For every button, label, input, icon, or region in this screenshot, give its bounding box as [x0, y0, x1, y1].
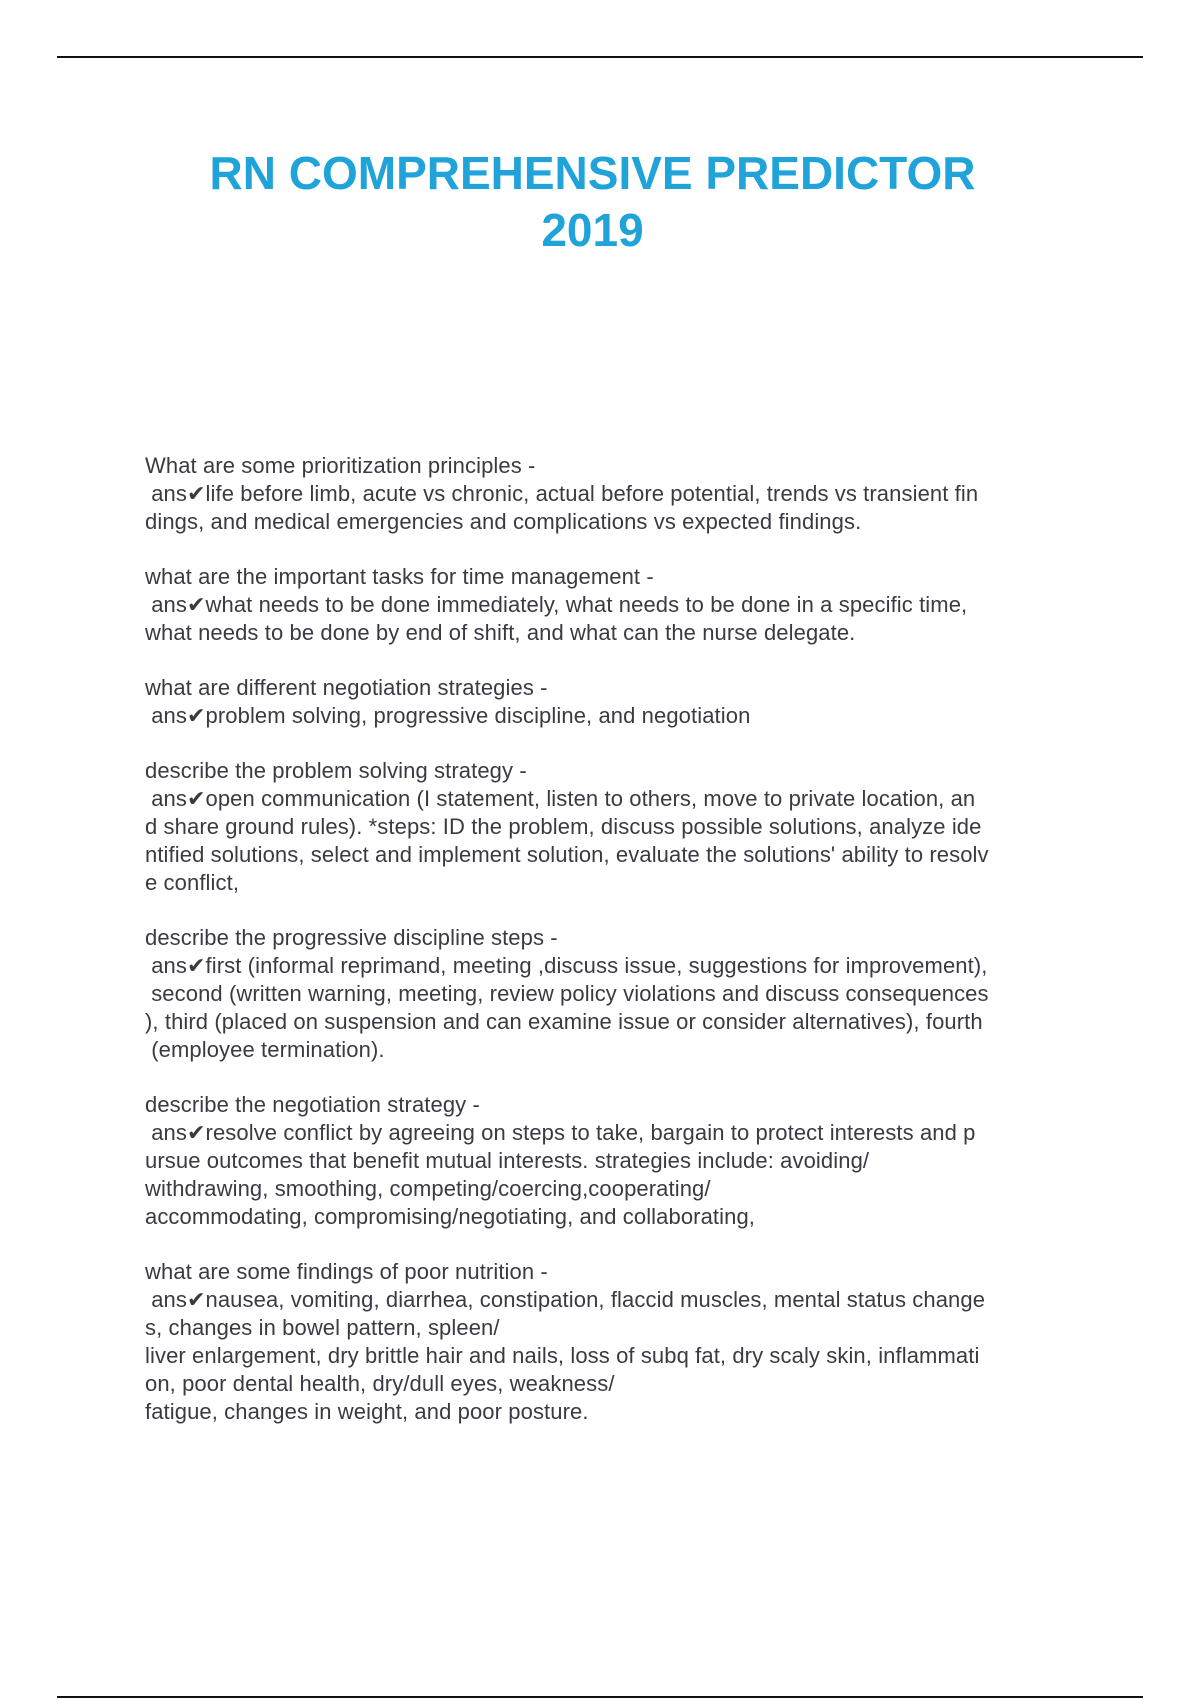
answer-line: d share ground rules). *steps: ID the problem, discuss possible solutions, analyze ide	[145, 814, 982, 839]
answer-line: s, changes in bowel pattern, spleen/	[145, 1315, 500, 1340]
answer-line: ), third (placed on suspension and can examine issue or consider alternatives), fourth	[145, 1009, 983, 1034]
qa-item	[145, 1258, 1090, 1426]
answer-text	[145, 952, 1090, 1064]
qa-item	[145, 674, 1090, 730]
answer-line: what needs to be done by end of shift, and what can the nurse delegate.	[145, 620, 856, 645]
answer-line: ans✔first (informal reprimand, meeting ,discuss issue, suggestions for improvement),	[145, 953, 988, 978]
answer-line: fatigue, changes in weight, and poor posture.	[145, 1399, 589, 1424]
answer-line: accommodating, compromising/negotiating, and collaborating,	[145, 1204, 756, 1229]
answer-line: e conflict,	[145, 870, 240, 895]
answer-line: ans✔nausea, vomiting, diarrhea, constipation, flaccid muscles, mental status change	[145, 1287, 986, 1312]
qa-list	[145, 452, 1090, 1453]
header-rule	[57, 56, 1143, 58]
qa-item	[145, 757, 1090, 897]
answer-line: ursue outcomes that benefit mutual interests. strategies include: avoiding/	[145, 1148, 870, 1173]
answer-line: (employee termination).	[145, 1037, 385, 1062]
qa-item	[145, 452, 1090, 536]
question-text: what are some findings of poor nutrition -	[145, 1259, 548, 1284]
answer-text	[145, 702, 1090, 730]
qa-item	[145, 1091, 1090, 1231]
question-text: describe the problem solving strategy -	[145, 758, 527, 783]
question-text: describe the progressive discipline steps -	[145, 925, 558, 950]
document-title	[100, 145, 1085, 259]
title-line-1: RN COMPREHENSIVE PREDICTOR	[209, 147, 976, 199]
answer-line: ntified solutions, select and implement solution, evaluate the solutions' ability to resolv	[145, 842, 989, 867]
answer-line: liver enlargement, dry brittle hair and nails, loss of subq fat, dry scaly skin, inflammati	[145, 1343, 980, 1368]
question-text: describe the negotiation strategy -	[145, 1092, 480, 1117]
answer-line: on, poor dental health, dry/dull eyes, weakness/	[145, 1371, 615, 1396]
answer-text	[145, 591, 1090, 647]
question-text: what are the important tasks for time management -	[145, 564, 654, 589]
title-line-2: 2019	[541, 204, 644, 256]
answer-text	[145, 1119, 1090, 1231]
answer-line: ans✔open communication (I statement, listen to others, move to private location, an	[145, 786, 976, 811]
answer-line: dings, and medical emergencies and complications vs expected findings.	[145, 509, 862, 534]
footer-rule	[57, 1696, 1143, 1698]
answer-text	[145, 480, 1090, 536]
answer-line: ans✔life before limb, acute vs chronic, actual before potential, trends vs transient fin	[145, 481, 979, 506]
answer-line: ans✔resolve conflict by agreeing on steps to take, bargain to protect interests and p	[145, 1120, 976, 1145]
answer-line: ans✔what needs to be done immediately, what needs to be done in a specific time,	[145, 592, 968, 617]
question-text: What are some prioritization principles -	[145, 453, 536, 478]
answer-text	[145, 1286, 1090, 1426]
answer-text	[145, 785, 1090, 897]
qa-item	[145, 563, 1090, 647]
answer-line: withdrawing, smoothing, competing/coercing,cooperating/	[145, 1176, 711, 1201]
answer-line: second (written warning, meeting, review policy violations and discuss consequences	[145, 981, 989, 1006]
answer-line: ans✔problem solving, progressive discipline, and negotiation	[145, 703, 751, 728]
qa-item	[145, 924, 1090, 1064]
question-text: what are different negotiation strategies -	[145, 675, 548, 700]
